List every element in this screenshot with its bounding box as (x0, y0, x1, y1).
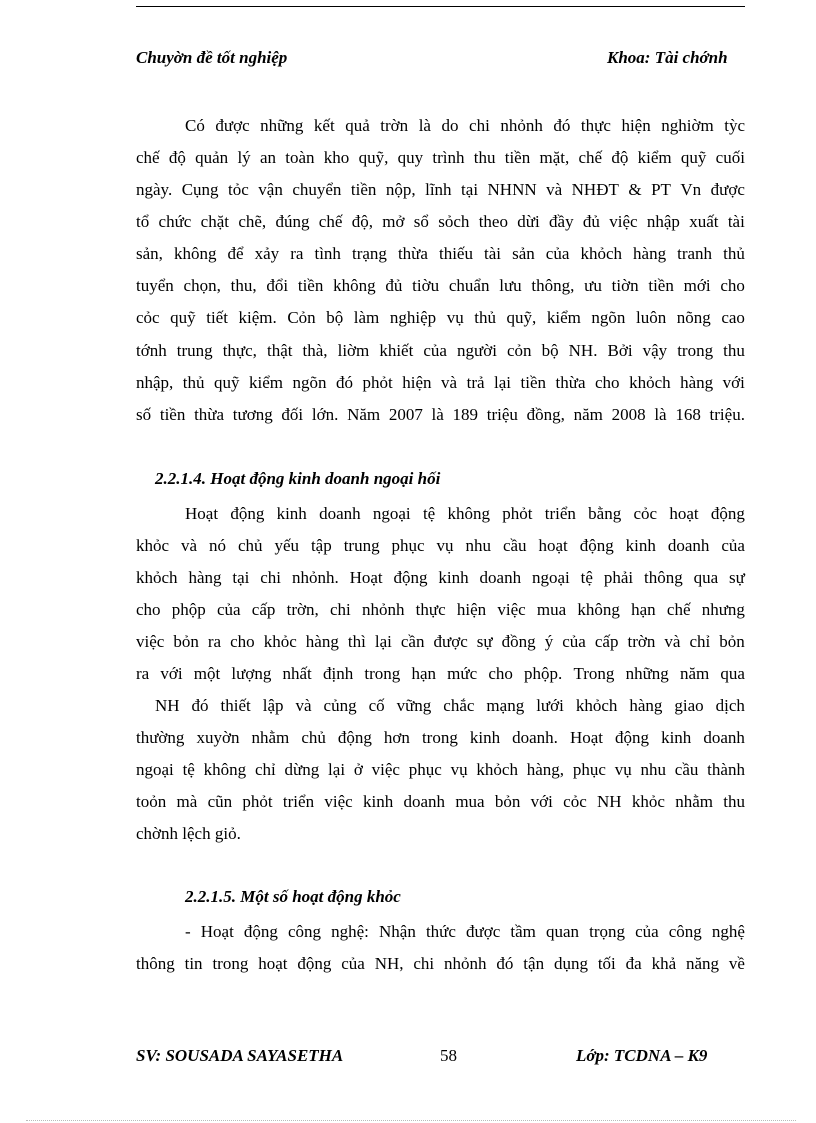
paragraph-line: - Hoạt động công nghệ: Nhận thức được tầm quan trọng của công nghệ (185, 922, 745, 941)
paragraph-line: số tiền thừa tương đối lớn. Năm 2007 là 189 triệu đồng, năm 2008 là 168 triệu. (136, 405, 745, 424)
footer-class: Lớp: TCDNA – K9 (576, 1046, 708, 1065)
header-faculty: Khoa: Tài chớnh (607, 48, 728, 67)
paragraph-line: cho phộp của cấp trờn, chi nhỏnh thực hiện việc mua không hạn chế nhưng (136, 600, 745, 619)
paragraph-line: cỏc quỹ tiết kiệm. Cỏn bộ làm nghiệp vụ thủ quỹ, kiểm ngõn luôn nõng cao (136, 308, 745, 327)
paragraph-line: Có được những kết quả trờn là do chi nhỏnh đó thực hiện nghiờm tỳc (185, 116, 745, 135)
paragraph-line: tớnh trung thực, thật thà, liờm khiết của người cỏn bộ NH. Bởi vậy trong thu (136, 341, 745, 360)
paragraph-line: sản, không để xảy ra tình trạng thừa thiếu tài sản của khỏch hàng tranh thủ (136, 244, 745, 263)
header-title: Chuyờn đề tốt nghiệp (136, 48, 288, 67)
paragraph-line: NH đó thiết lập và củng cố vững chắc mạng lưới khỏch hàng giao dịch (155, 696, 745, 715)
paragraph-line: ra với một lượng nhất định trong hạn mức cho phộp. Trong những năm qua (136, 664, 745, 683)
paragraph-line: tổ chức chặt chẽ, đúng chế độ, mở sổ sỏch theo dừi đầy đủ việc nhập xuất tài (136, 212, 745, 231)
top-rule (136, 6, 745, 7)
paragraph-line: khỏc và nó chủ yếu tập trung phục vụ nhu cầu hoạt động kinh doanh của (136, 536, 745, 555)
footer-student: SV: SOUSADA SAYASETHA (136, 1046, 344, 1065)
paragraph-line: ngoại tệ không chỉ dừng lại ở việc phục vụ khỏch hàng, phục vụ nhu cầu thành (136, 760, 745, 779)
paragraph-line: chờnh lệch giỏ. (136, 824, 241, 843)
paragraph-line: Hoạt động kinh doanh ngoại tệ không phỏt triển bằng cỏc hoạt động (185, 504, 745, 523)
section-heading-foreign-exchange: 2.2.1.4. Hoạt động kinh doanh ngoại hối (155, 469, 441, 488)
paragraph-line: khỏch hàng tại chi nhỏnh. Hoạt động kinh doanh ngoại tệ phải thông qua sự (136, 568, 745, 587)
paragraph-line: toỏn mà cũn phỏt triển việc kinh doanh mua bỏn với cỏc NH khỏc nhằm thu (136, 792, 745, 811)
paragraph-line: ngày. Cụng tỏc vận chuyển tiền nộp, lĩnh tại NHNN và NHĐT & PT Vn được (136, 180, 745, 199)
paragraph-line: tuyển chọn, thu, đổi tiền không đủ tiờu chuẩn lưu thông, ưu tiờn tiền mới cho (136, 276, 745, 295)
page-bottom-border (26, 1120, 796, 1121)
section-heading-other-activities: 2.2.1.5. Một số hoạt động khỏc (185, 887, 401, 906)
paragraph-line: thường xuyờn nhằm chủ động hơn trong kinh doanh. Hoạt động kinh doanh (136, 728, 745, 747)
paragraph-line: nhập, thủ quỹ kiểm ngõn đó phỏt hiện và trả lại tiền thừa cho khỏch hàng với (136, 373, 745, 392)
page-number: 58 (440, 1046, 457, 1065)
paragraph-line: thông tin trong hoạt động của NH, chi nhỏnh đó tận dụng tối đa khả năng về (136, 954, 745, 973)
paragraph-line: việc bỏn ra cho khỏc hàng thì lại cần được sự đồng ý của cấp trờn và chỉ bỏn (136, 632, 745, 651)
paragraph-line: chế độ quản lý an toàn kho quỹ, quy trình thu tiền mặt, chế độ kiểm quỹ cuối (136, 148, 745, 167)
